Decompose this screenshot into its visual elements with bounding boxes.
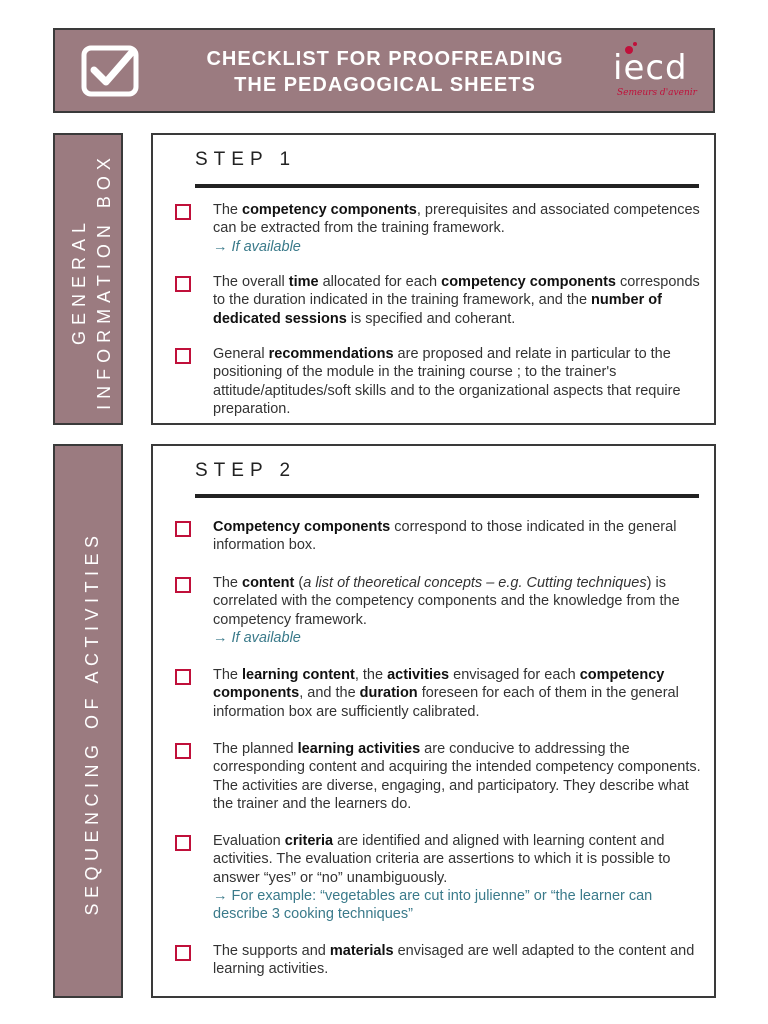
checkbox[interactable]	[175, 204, 191, 220]
step2-heading: STEP 2	[195, 460, 297, 481]
logo-small-dot	[633, 42, 637, 46]
step1-panel	[151, 133, 716, 425]
checkbox[interactable]	[175, 945, 191, 961]
sidebar-label-sequencing: SEQUENCING OF ACTIVITIES	[82, 530, 102, 916]
checkbox[interactable]	[175, 521, 191, 537]
checkbox[interactable]	[175, 276, 191, 292]
iecd-logo	[611, 42, 701, 102]
item-text: The planned learning activities are conducive to addressing the corresponding content and acquiring the intended competency components. The activities are diverse, engaging, and participatory. They describe what the trainer and the learners do.	[213, 741, 701, 812]
step2-divider	[195, 494, 699, 498]
item-text: The competency components, prerequisites and associated competences can be extracted from the training framework. → If available	[213, 202, 700, 255]
item-note: → If available	[213, 238, 301, 255]
checkbox[interactable]	[175, 835, 191, 851]
checkbox[interactable]	[175, 743, 191, 759]
title-line-1: CHECKLIST FOR PROOFREADING	[206, 48, 564, 70]
step1-heading: STEP 1	[195, 149, 297, 170]
sidebar-sequencing-activities	[53, 444, 123, 998]
item-text: Competency components correspond to those indicated in the general information box.	[213, 519, 677, 554]
sidebar-general-information	[53, 133, 123, 425]
title-line-2: THE PEDAGOGICAL SHEETS	[234, 74, 536, 96]
checkbox[interactable]	[175, 348, 191, 364]
item-text: Evaluation criteria are identified and aligned with learning content and activities. The evaluation criteria are assertions to which it is possible to answer “yes” or “no” unambiguously. → For example: “vegetables are cut into julienne” or “the learner can describe 3 cooking techniques”	[213, 833, 671, 923]
logo-word: iecd	[613, 48, 688, 88]
sidebar-label-information-box: INFORMATION BOX	[94, 152, 114, 410]
header-banner	[53, 28, 715, 113]
item-note: → For example: “vegetables are cut into julienne” or “the learner can describe 3 cooking techniques”	[213, 887, 653, 923]
checkbox[interactable]	[175, 669, 191, 685]
step2-panel	[151, 444, 716, 998]
item-text: The overall time allocated for each competency components corresponds to the duration indicated in the training framework, and the number of dedicated sessions is specified and coherant.	[213, 274, 700, 327]
page-title	[195, 46, 575, 98]
checkbox-check-icon	[81, 45, 139, 97]
logo-tagline: Semeurs d'avenir	[617, 88, 697, 98]
item-text: The content (a list of theoretical concepts – e.g. Cutting techniques) is correlated with the competency components and the knowledge from the competency framework. → If available	[213, 575, 680, 646]
item-text: The supports and materials envisaged are well adapted to the content and learning activities.	[213, 943, 695, 978]
item-text: The learning content, the activities envisaged for each competency components, and the duration foreseen for each of them in the general information box are sufficiently calibrated.	[213, 667, 679, 720]
step1-divider	[195, 184, 699, 188]
item-text: General recommendations are proposed and relate in particular to the positioning of the module in the training course ; to the trainer's attitude/aptitudes/soft skills and to the organizational aspects that require preparation.	[213, 346, 681, 417]
checkbox[interactable]	[175, 577, 191, 593]
sidebar-label-general: GENERAL	[69, 216, 89, 346]
item-note: → If available	[213, 629, 301, 646]
